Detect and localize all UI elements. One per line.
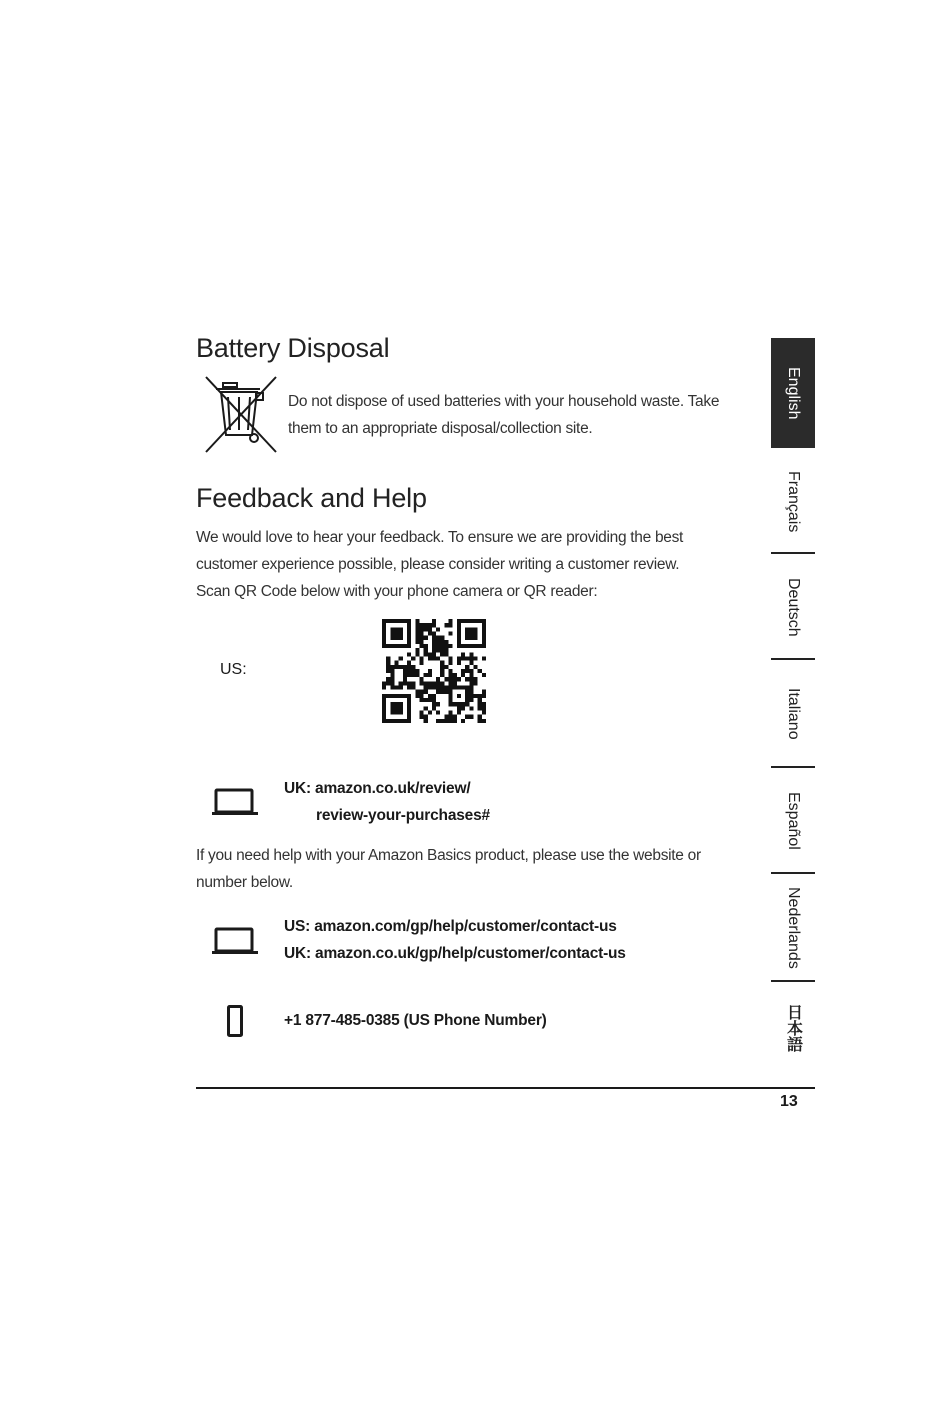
- phone-number[interactable]: +1 877-485-0385 (US Phone Number): [284, 1012, 547, 1029]
- tab-italiano[interactable]: [771, 662, 815, 766]
- contact-us-link[interactable]: US: amazon.com/gp/help/customer/contact-us: [284, 918, 617, 935]
- tab-espanol[interactable]: [771, 770, 815, 872]
- feedback-intro-line-2: customer experience possible, please consider writing a customer review.: [196, 556, 680, 573]
- tab-nederlands-label: Nederlands: [785, 887, 802, 969]
- tab-japanese-label: 日本語: [784, 1004, 802, 1052]
- crossed-out-bin-icon: [204, 375, 280, 455]
- qr-us-label: US:: [220, 661, 247, 678]
- tab-divider: [771, 872, 815, 874]
- footer-rule: [196, 1087, 815, 1089]
- tab-divider: [771, 980, 815, 982]
- feedback-intro-line-3: Scan QR Code below with your phone camera or QR reader:: [196, 583, 598, 600]
- contact-uk-link[interactable]: UK: amazon.co.uk/gp/help/customer/contact-us: [284, 945, 626, 962]
- mobile-phone-icon: [227, 1005, 243, 1037]
- feedback-heading: Feedback and Help: [196, 483, 427, 513]
- tab-divider: [771, 658, 815, 660]
- laptop-icon: [212, 926, 258, 956]
- battery-text-line-2: them to an appropriate disposal/collection site.: [288, 420, 593, 437]
- tab-italiano-label: Italiano: [785, 688, 802, 740]
- page-number: 13: [780, 1093, 798, 1110]
- tab-deutsch-label: Deutsch: [785, 577, 802, 637]
- tab-francais-label: Français: [785, 471, 802, 533]
- tab-divider: [771, 552, 815, 554]
- tab-japanese[interactable]: [771, 988, 815, 1068]
- review-uk-line-1[interactable]: UK: amazon.co.uk/review/: [284, 780, 471, 797]
- tab-nederlands[interactable]: [771, 876, 815, 980]
- review-uk-line-2[interactable]: review-your-purchases#: [316, 807, 490, 824]
- tab-english-label: English: [785, 366, 802, 420]
- tab-espanol-label: Español: [785, 792, 802, 850]
- help-text-line-1: If you need help with your Amazon Basics product, please use the website or: [196, 847, 701, 864]
- feedback-intro-line-1: We would love to hear your feedback. To ensure we are providing the best: [196, 529, 684, 546]
- battery-text-line-1: Do not dispose of used batteries with your household waste. Take: [288, 393, 720, 410]
- tab-english[interactable]: [771, 338, 815, 448]
- tab-divider: [771, 766, 815, 768]
- laptop-icon: [212, 787, 258, 817]
- tab-francais[interactable]: [771, 452, 815, 552]
- battery-disposal-heading: Battery Disposal: [196, 333, 390, 363]
- help-text-line-2: number below.: [196, 874, 293, 891]
- qr-code[interactable]: [382, 619, 486, 723]
- tab-deutsch[interactable]: [771, 556, 815, 658]
